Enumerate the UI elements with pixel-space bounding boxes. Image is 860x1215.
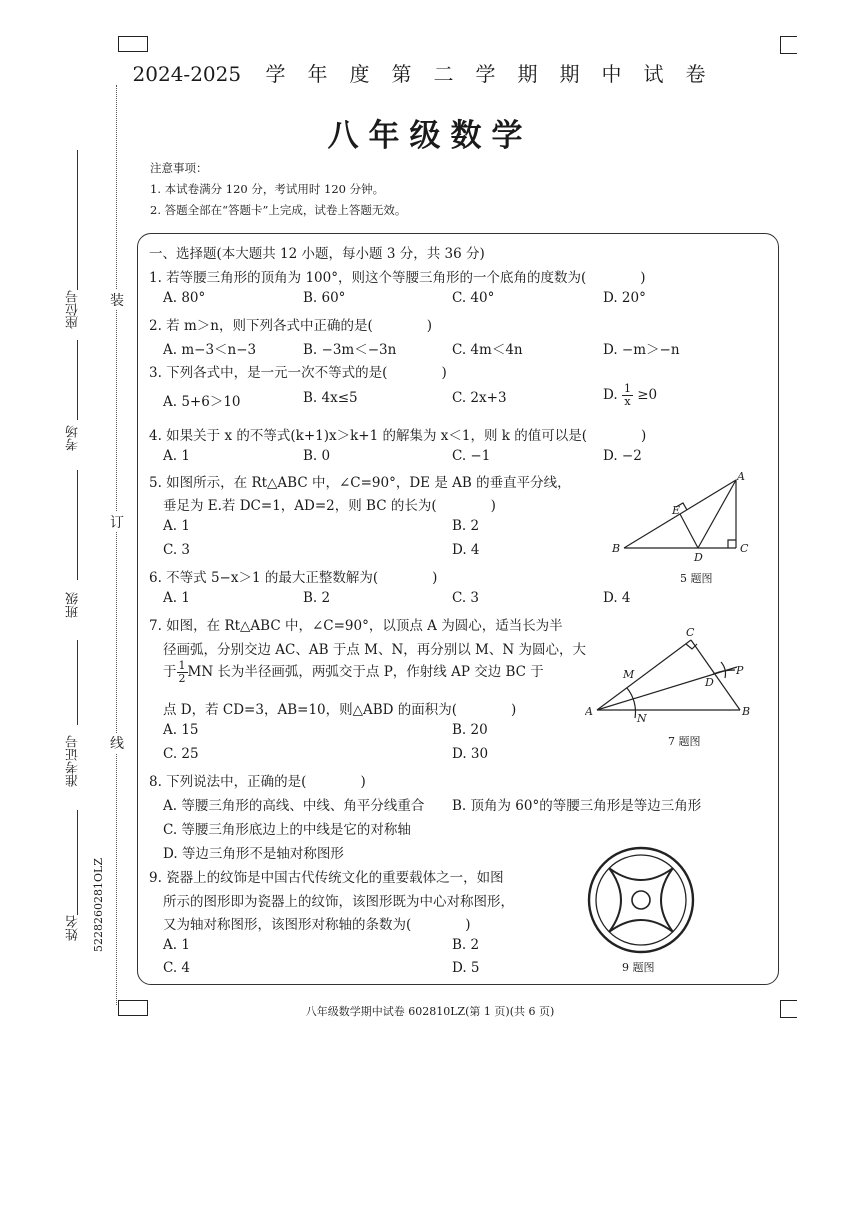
option: A. 80° — [163, 290, 206, 306]
binding-char: 订 — [110, 512, 124, 532]
fig7-label: C — [686, 626, 695, 639]
option: C. 4m＜4n — [452, 342, 523, 358]
option: D. 4 — [452, 542, 480, 558]
fig7-label: D — [705, 676, 714, 689]
fig7-label: A — [585, 705, 593, 718]
question-stem: 7. 如图，在 Rt△ABC 中，∠C=90°，以顶点 A 为圆心，适当长为半 — [149, 618, 563, 634]
fig7-label: P — [736, 664, 744, 677]
subject-title: 八年级数学 — [327, 118, 533, 154]
option: A. 1 — [163, 448, 190, 464]
fig5-label: D — [694, 551, 703, 563]
question-stem: 4. 如果关于 x 的不等式(k+1)x＞k+1 的解集为 x＜1，则 k 的值可以是( ) — [149, 428, 647, 444]
room-label: 考场 — [66, 425, 81, 451]
fraction-numerator: 1 — [178, 659, 186, 672]
stem-text: MN 长为半径画弧，两弧交于点 P，作射线 AP 交边 BC 于 — [187, 664, 544, 680]
field-line — [77, 640, 78, 725]
notes-item: 1. 本试卷满分 120 分，考试用时 120 分钟。 — [150, 182, 385, 196]
option: D. 30 — [452, 746, 489, 762]
option: B. 60° — [303, 290, 346, 306]
figure-caption: 9 题图 — [622, 961, 655, 974]
option: C. 40° — [452, 290, 495, 306]
option: A. 1 — [163, 937, 190, 953]
option: B. 20 — [452, 722, 488, 738]
option: D. 5 — [452, 960, 480, 976]
question-stem: 点 D，若 CD=3，AB=10，则△ABD 的面积为( ) — [163, 702, 517, 718]
field-line — [77, 150, 78, 290]
question-stem: 1. 若等腰三角形的顶角为 100°，则这个等腰三角形的一个底角的度数为( ) — [149, 270, 646, 286]
field-line — [77, 340, 78, 420]
option: D. 等边三角形不是轴对称图形 — [163, 846, 344, 862]
fig5-segment-de — [680, 514, 698, 548]
exam-year: 2024-2025 — [132, 62, 242, 86]
option: D. 4 — [603, 590, 631, 606]
figure-9-porcelain-pattern — [585, 844, 697, 956]
option: B. 2 — [452, 518, 480, 534]
option — [603, 383, 657, 408]
exam-code: 5228260281OLZ — [92, 858, 105, 952]
binding-char: 装 — [110, 290, 124, 310]
section-title: 一、选择题(本大题共 12 小题，每小题 3 分，共 36 分) — [149, 246, 485, 262]
option: A. 15 — [163, 722, 199, 738]
option: A. 等腰三角形的高线、中线、角平分线重合 — [163, 798, 425, 814]
option: B. 顶角为 60°的等腰三角形是等边三角形 — [452, 798, 702, 814]
fig7-label: B — [742, 705, 751, 718]
fig9-outer-circle — [589, 848, 693, 952]
fig5-right-angle-c — [728, 540, 736, 548]
option: D. −m＞−n — [603, 342, 680, 358]
fig5-segment-ad — [698, 480, 736, 548]
option-tail: ≥0 — [637, 387, 658, 403]
field-line — [77, 810, 78, 915]
exam-title — [0, 58, 860, 87]
page-footer: 八年级数学期中试卷 602810LZ(第 1 页)(共 6 页) — [305, 1005, 555, 1018]
question-stem: 3. 下列各式中，是一元一次不等式的是( ) — [149, 365, 447, 381]
question-stem: 垂足为 E.若 DC=1，AD=2，则 BC 的长为( ) — [163, 498, 496, 514]
ticket-label: 准考证号 — [66, 735, 81, 787]
fraction-numerator: 1 — [623, 382, 631, 395]
fig7-arc-p2 — [713, 670, 735, 674]
notes — [150, 158, 406, 221]
question-stem: 2. 若 m＞n，则下列各式中正确的是( ) — [149, 318, 432, 334]
question-stem: 径画弧，分别交边 AC、AB 于点 M、N，再分别以 M、N 为圆心，大 — [163, 642, 586, 658]
question-stem: 6. 不等式 5−x＞1 的最大正整数解为( ) — [149, 570, 438, 586]
question-stem: 9. 瓷器上的纹饰是中国古代传统文化的重要载体之一，如图 — [149, 870, 504, 886]
question-stem: 5. 如图所示，在 Rt△ABC 中，∠C=90°，DE 是 AB 的垂直平分线， — [149, 475, 571, 491]
option: B. −3m＜−3n — [303, 342, 397, 358]
stem-prefix: 于 — [163, 664, 177, 680]
option: A. 1 — [163, 518, 190, 534]
fig5-label: E — [672, 504, 681, 517]
option: C. 4 — [163, 960, 191, 976]
option: A. 1 — [163, 590, 190, 606]
binding-char: 线 — [110, 733, 124, 753]
option: D. −2 — [603, 448, 642, 464]
fig7-arc-mn — [627, 688, 635, 718]
question-stem: 所示的图形即为瓷器上的纹饰，该图形既为中心对称图形， — [163, 894, 514, 910]
option: C. 等腰三角形底边上的中线是它的对称轴 — [163, 822, 411, 838]
fig7-label: N — [637, 712, 647, 725]
option: C. 3 — [163, 542, 191, 558]
fraction-denominator: 2 — [178, 672, 186, 685]
fraction — [622, 383, 633, 408]
fig9-center-circle — [632, 891, 650, 909]
seat-label: 座位号 — [66, 290, 81, 329]
fig7-side-bc — [691, 640, 740, 710]
fraction — [177, 660, 188, 685]
fig9-concave-square — [609, 868, 673, 932]
figure-caption: 5 题图 — [680, 572, 713, 585]
fig5-label: B — [612, 542, 621, 555]
fig7-side-ac — [597, 640, 691, 710]
fig7-label: M — [623, 668, 635, 681]
fig5-label: C — [740, 542, 749, 555]
exam-term: 学年度第二学期期中试卷 — [265, 62, 728, 86]
notes-heading: 注意事项： — [150, 161, 208, 175]
option: C. −1 — [452, 448, 491, 464]
question-stem: 又为轴对称图形，该图形对称轴的条数为( ) — [163, 917, 471, 933]
figure-caption: 7 题图 — [668, 735, 701, 748]
question-stem: 8. 下列说法中，正确的是( ) — [149, 774, 366, 790]
option: B. 2 — [452, 937, 480, 953]
figure-7 — [585, 622, 760, 727]
option: C. 25 — [163, 746, 199, 762]
registration-mark-top-right — [780, 36, 797, 54]
field-line — [77, 470, 78, 580]
name-label: 姓名 — [66, 915, 81, 941]
registration-mark-top-left — [118, 36, 148, 52]
option: D. 20° — [603, 290, 646, 306]
option: B. 4x≤5 — [303, 390, 358, 406]
option: B. 0 — [303, 448, 331, 464]
option: A. 5+6＞10 — [163, 394, 241, 410]
fig7-arc-p1 — [721, 662, 726, 678]
option: C. 3 — [452, 590, 480, 606]
binding-dashed-line — [116, 85, 117, 1005]
option: A. m−3＜n−3 — [163, 342, 257, 358]
figure-5 — [610, 468, 765, 563]
class-label: 班级 — [66, 592, 81, 618]
fig5-label: A — [737, 470, 745, 483]
question-stem-with-fraction — [163, 660, 544, 685]
fraction-denominator: x — [624, 395, 631, 408]
option: C. 2x+3 — [452, 390, 507, 406]
option-letter: D. — [603, 387, 618, 403]
notes-item: 2. 答题全部在“答题卡”上完成，试卷上答题无效。 — [150, 203, 407, 217]
option: B. 2 — [303, 590, 331, 606]
